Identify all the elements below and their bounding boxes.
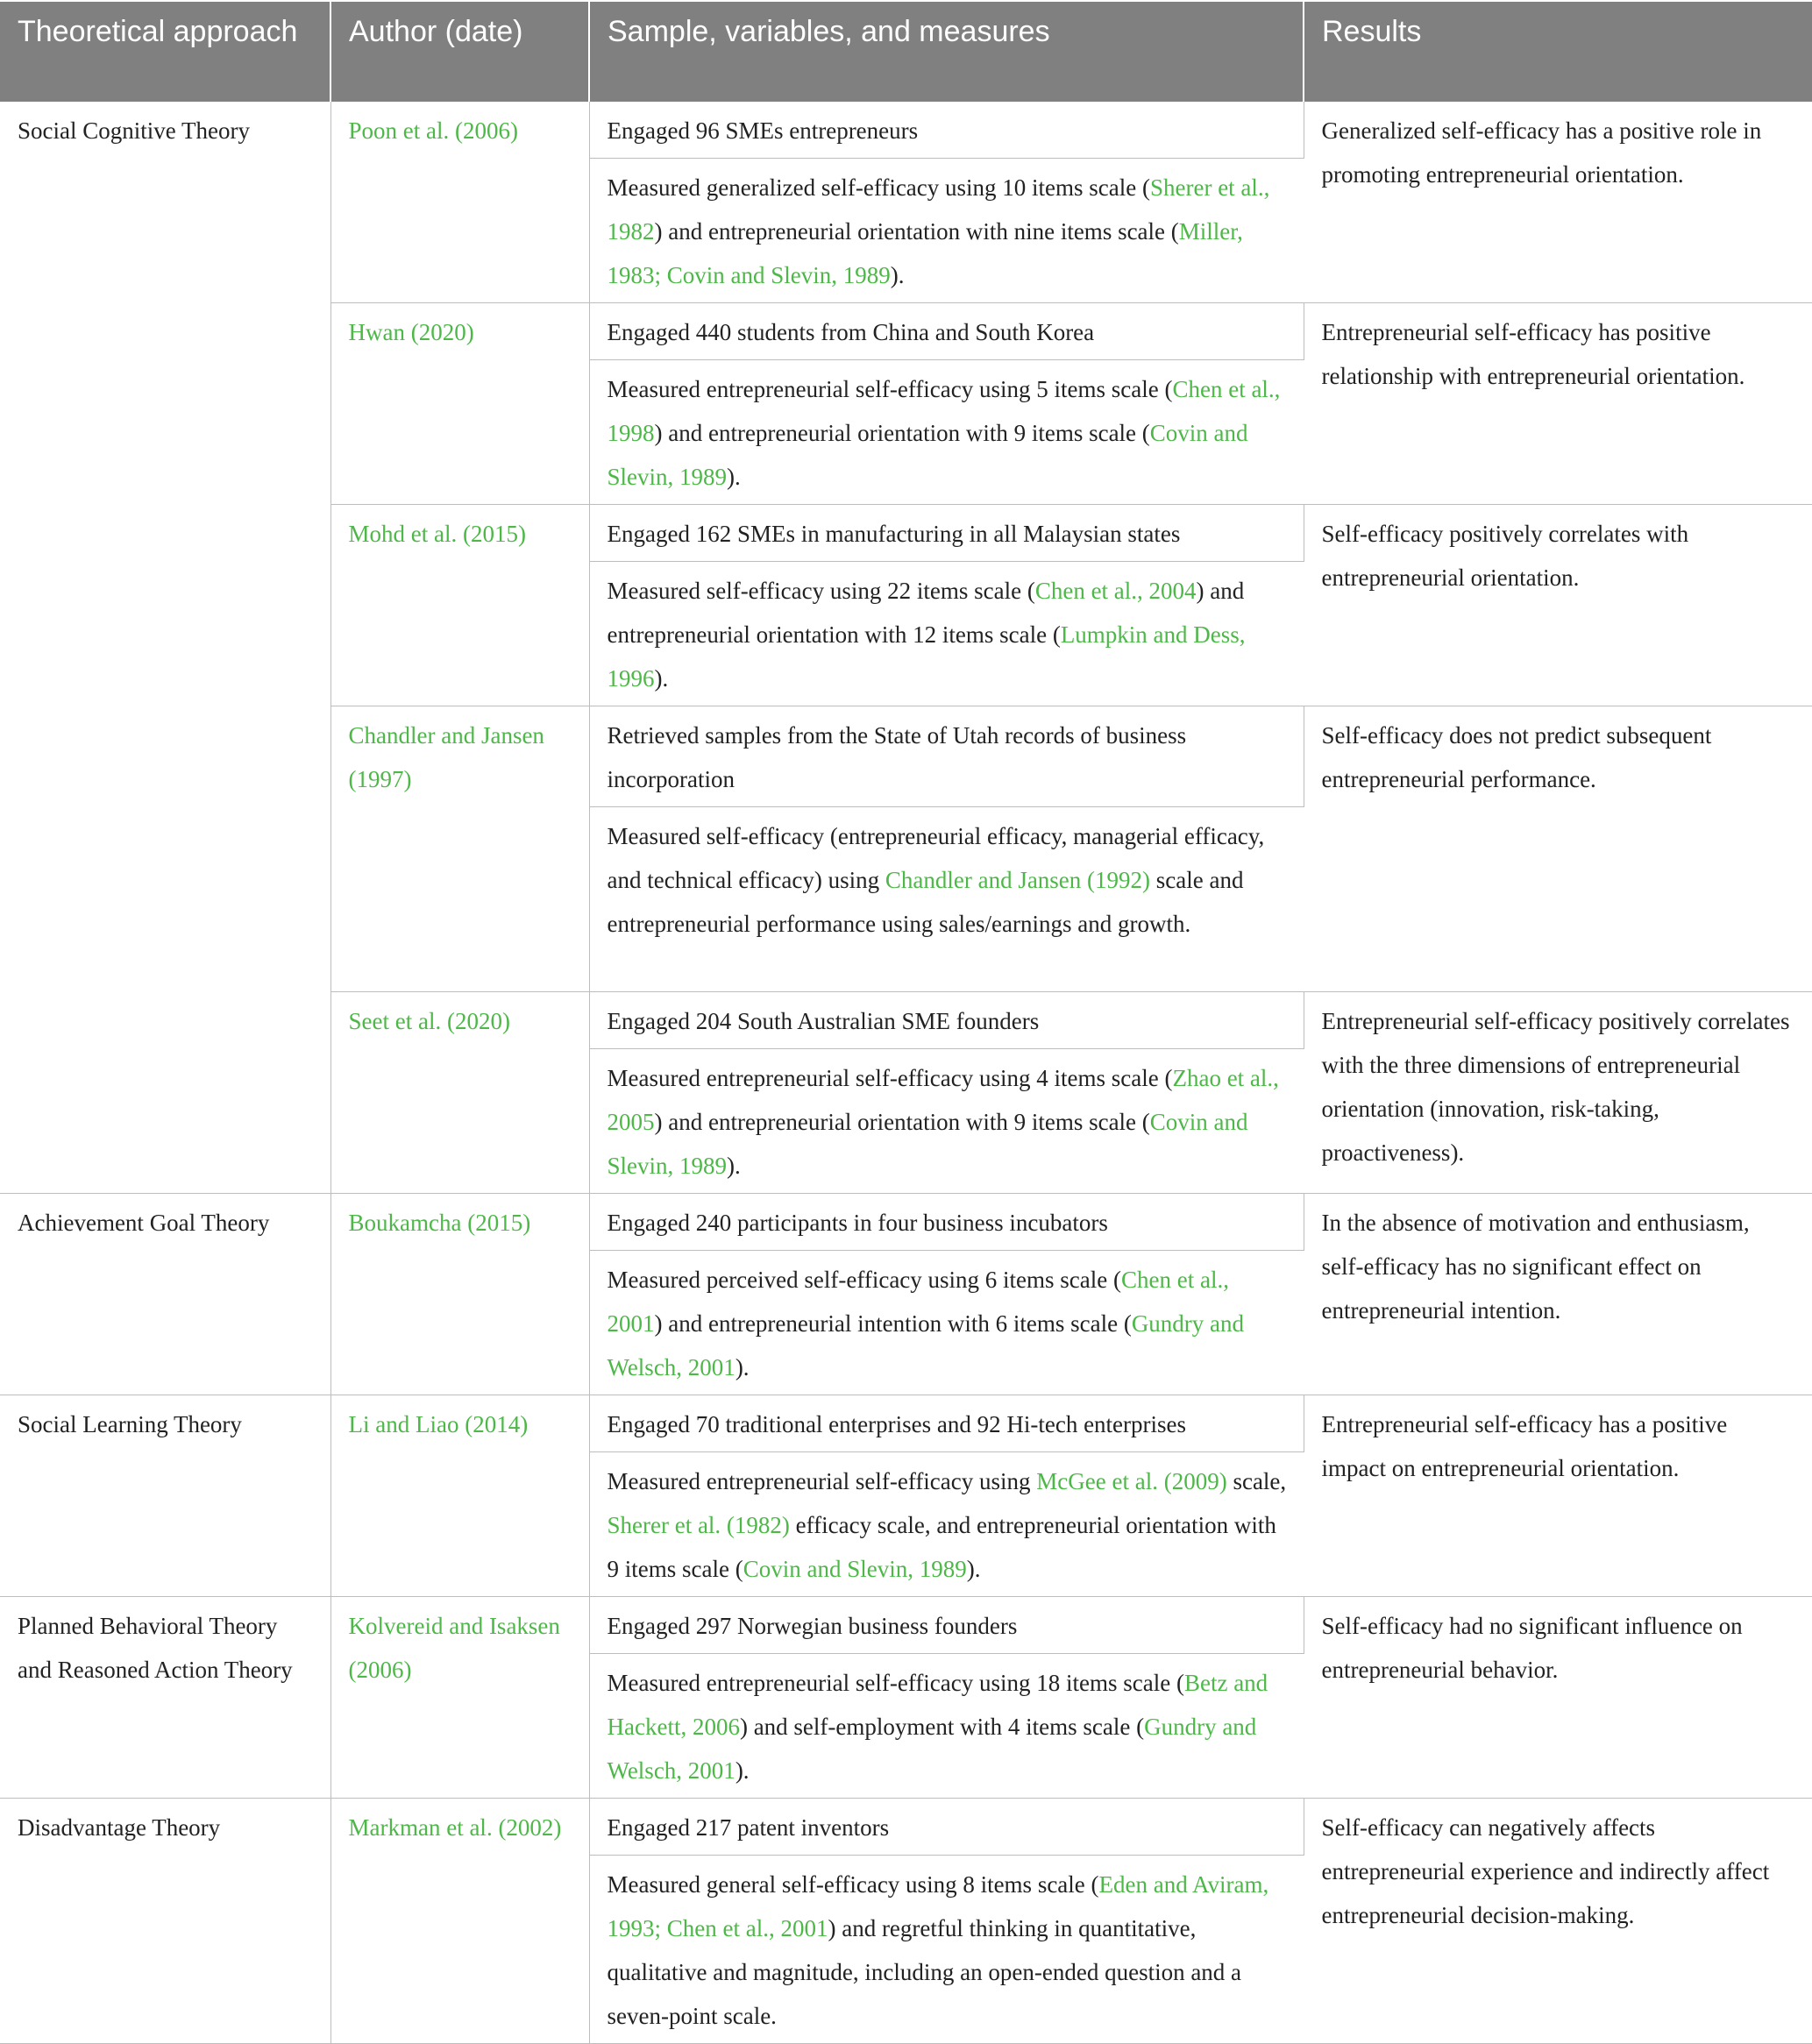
citation-link[interactable]: Miller, 1983; Covin and Slevin, 1989 bbox=[607, 218, 1243, 288]
header-results: Results bbox=[1304, 2, 1812, 102]
author-link[interactable]: Markman et al. (2002) bbox=[330, 1799, 589, 2044]
citation-link[interactable]: Lumpkin and Dess, 1996 bbox=[607, 621, 1246, 692]
author-link[interactable]: Li and Liao (2014) bbox=[330, 1395, 589, 1597]
measures-text: ) and entrepreneurial orientation with 9 items scale ( bbox=[654, 1109, 1150, 1135]
literature-table bbox=[0, 2, 1812, 2044]
measures-text: Measured entrepreneurial self-efficacy using 18 items scale ( bbox=[607, 1670, 1184, 1696]
measures-text: ). bbox=[890, 262, 905, 288]
measures-text: ) and entrepreneurial orientation with 12 items scale ( bbox=[607, 578, 1245, 648]
header-row bbox=[0, 2, 1812, 102]
citation-link[interactable]: Covin and Slevin, 1989 bbox=[743, 1556, 967, 1582]
measures-text: ) and entrepreneurial intention with 6 items scale ( bbox=[654, 1310, 1132, 1337]
measures-text: ) and entrepreneurial orientation with nine items scale ( bbox=[654, 218, 1179, 245]
measures-text: Measured self-efficacy using 22 items scale ( bbox=[607, 578, 1035, 604]
measures-text: ). bbox=[735, 1757, 750, 1784]
result-cell: Self-efficacy had no significant influence on entrepreneurial behavior. bbox=[1304, 1597, 1812, 1799]
citation-link[interactable]: Covin and Slevin, 1989 bbox=[607, 1109, 1248, 1179]
header-theoretical-approach: Theoretical approach bbox=[0, 2, 330, 102]
result-cell: Generalized self-efficacy has a positive role in promoting entrepreneurial orientation. bbox=[1304, 102, 1812, 303]
measures-text: ). bbox=[727, 1153, 741, 1179]
author-link[interactable]: Hwan (2020) bbox=[330, 303, 589, 505]
measures-cell bbox=[589, 1049, 1304, 1194]
measures-cell bbox=[589, 807, 1304, 992]
measures-text: ). bbox=[654, 665, 669, 692]
sample-cell: Retrieved samples from the State of Utah records of business incorporation bbox=[589, 706, 1304, 807]
citation-link[interactable]: McGee et al. (2009) bbox=[1036, 1468, 1227, 1494]
sample-cell: Engaged 297 Norwegian business founders bbox=[589, 1597, 1304, 1654]
result-cell: Self-efficacy does not predict subsequent entrepreneurial performance. bbox=[1304, 706, 1812, 992]
sample-cell: Engaged 217 patent inventors bbox=[589, 1799, 1304, 1856]
citation-link[interactable]: Chen et al., 2001 bbox=[607, 1267, 1229, 1337]
citation-link[interactable]: Chen et al., 1998 bbox=[607, 376, 1281, 446]
result-cell: Entrepreneurial self-efficacy has positive relationship with entrepreneurial orientation. bbox=[1304, 303, 1812, 505]
measures-cell bbox=[589, 1856, 1304, 2044]
measures-cell bbox=[589, 360, 1304, 505]
measures-text: ). bbox=[735, 1354, 750, 1380]
sample-cell: Engaged 440 students from China and South Korea bbox=[589, 303, 1304, 360]
table-row-sample bbox=[0, 1395, 1812, 1452]
author-link[interactable]: Chandler and Jansen (1997) bbox=[330, 706, 589, 992]
measures-text: Measured entrepreneurial self-efficacy using bbox=[607, 1468, 1037, 1494]
citation-link[interactable]: Covin and Slevin, 1989 bbox=[607, 420, 1248, 490]
result-cell: Entrepreneurial self-efficacy positively correlates with the three dimensions of entrepreneurial orientation (innovation, risk-taking, proactiveness). bbox=[1304, 992, 1812, 1194]
author-link[interactable]: Boukamcha (2015) bbox=[330, 1194, 589, 1395]
sample-cell: Engaged 162 SMEs in manufacturing in all Malaysian states bbox=[589, 505, 1304, 562]
sample-cell: Engaged 204 South Australian SME founders bbox=[589, 992, 1304, 1049]
measures-text: Measured generalized self-efficacy using 10 items scale ( bbox=[607, 174, 1150, 201]
author-link[interactable]: Poon et al. (2006) bbox=[330, 102, 589, 303]
measures-text: Measured self-efficacy (entrepreneurial efficacy, managerial efficacy, and technical efficacy) using bbox=[607, 823, 1265, 893]
measures-cell bbox=[589, 1654, 1304, 1799]
sample-cell: Engaged 240 participants in four business incubators bbox=[589, 1194, 1304, 1251]
table-row-sample bbox=[0, 102, 1812, 159]
table-row-sample bbox=[0, 1597, 1812, 1654]
measures-text: scale, bbox=[1226, 1468, 1287, 1494]
measures-cell bbox=[589, 562, 1304, 706]
measures-text: efficacy scale, and entrepreneurial orientation with 9 items scale ( bbox=[607, 1512, 1276, 1582]
approach-cell: Disadvantage Theory bbox=[0, 1799, 330, 2044]
sample-cell: Engaged 70 traditional enterprises and 92 Hi-tech enterprises bbox=[589, 1395, 1304, 1452]
measures-cell bbox=[589, 1251, 1304, 1395]
measures-text: Measured general self-efficacy using 8 items scale ( bbox=[607, 1871, 1099, 1898]
citation-link[interactable]: Gundry and Welsch, 2001 bbox=[607, 1714, 1257, 1784]
measures-text: ) and entrepreneurial orientation with 9 items scale ( bbox=[654, 420, 1150, 446]
header-author-date: Author (date) bbox=[330, 2, 589, 102]
measures-cell bbox=[589, 159, 1304, 303]
citation-link[interactable]: Chen et al., 2004 bbox=[1034, 578, 1197, 604]
measures-text: scale and entrepreneurial performance using sales/earnings and growth. bbox=[607, 867, 1244, 937]
author-link[interactable]: Mohd et al. (2015) bbox=[330, 505, 589, 706]
citation-link[interactable]: Sherer et al. (1982) bbox=[607, 1512, 790, 1538]
approach-cell: Social Cognitive Theory bbox=[0, 102, 330, 1194]
measures-text: ) and regretful thinking in quantitative, qualitative and magnitude, including an open-ended question and a seven-point scale. bbox=[607, 1915, 1242, 2029]
result-cell: In the absence of motivation and enthusiasm, self-efficacy has no significant effect on entrepreneurial intention. bbox=[1304, 1194, 1812, 1395]
measures-text: ) and self-employment with 4 items scale ( bbox=[739, 1714, 1145, 1740]
author-link[interactable]: Seet et al. (2020) bbox=[330, 992, 589, 1194]
citation-link[interactable]: Gundry and Welsch, 2001 bbox=[607, 1310, 1245, 1380]
citation-link[interactable]: Betz and Hackett, 2006 bbox=[607, 1670, 1268, 1740]
table-row-sample bbox=[0, 1799, 1812, 1856]
sample-cell: Engaged 96 SMEs entrepreneurs bbox=[589, 102, 1304, 159]
measures-text: Measured entrepreneurial self-efficacy using 4 items scale ( bbox=[607, 1065, 1173, 1091]
citation-link[interactable]: Eden and Aviram, 1993; Chen et al., 2001 bbox=[607, 1871, 1269, 1941]
citation-link[interactable]: Zhao et al., 2005 bbox=[607, 1065, 1279, 1135]
citation-link[interactable]: Sherer et al., 1982 bbox=[607, 174, 1270, 245]
measures-text: Measured perceived self-efficacy using 6 items scale ( bbox=[607, 1267, 1121, 1293]
citation-link[interactable]: Chandler and Jansen (1992) bbox=[885, 867, 1151, 893]
header-sample-variables-measures: Sample, variables, and measures bbox=[589, 2, 1304, 102]
measures-text: ). bbox=[727, 464, 741, 490]
measures-text: Measured entrepreneurial self-efficacy using 5 items scale ( bbox=[607, 376, 1173, 402]
author-link[interactable]: Kolvereid and Isaksen (2006) bbox=[330, 1597, 589, 1799]
table-row-sample bbox=[0, 1194, 1812, 1251]
approach-cell: Planned Behavioral Theory and Reasoned Action Theory bbox=[0, 1597, 330, 1799]
result-cell: Self-efficacy can negatively affects entrepreneurial experience and indirectly affect entrepreneurial decision-making. bbox=[1304, 1799, 1812, 2044]
measures-text: ). bbox=[966, 1556, 981, 1582]
result-cell: Self-efficacy positively correlates with entrepreneurial orientation. bbox=[1304, 505, 1812, 706]
measures-cell bbox=[589, 1452, 1304, 1597]
approach-cell: Achievement Goal Theory bbox=[0, 1194, 330, 1395]
result-cell: Entrepreneurial self-efficacy has a positive impact on entrepreneurial orientation. bbox=[1304, 1395, 1812, 1597]
approach-cell: Social Learning Theory bbox=[0, 1395, 330, 1597]
